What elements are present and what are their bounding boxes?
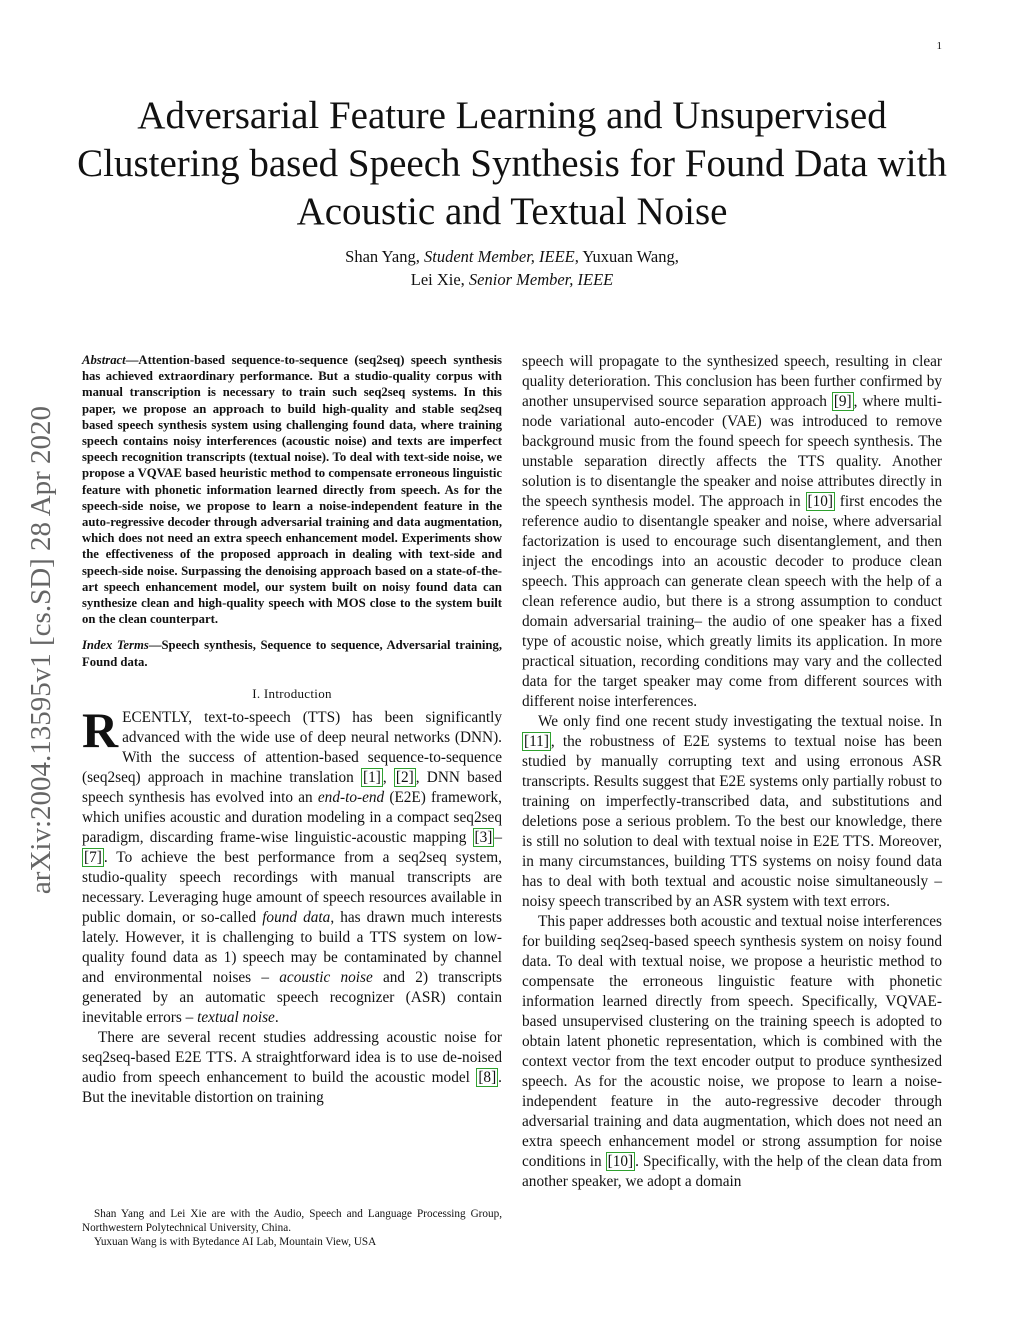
citation-link[interactable]: [11] (524, 733, 549, 750)
index-terms-label: Index Terms (82, 638, 149, 653)
drop-cap: R (82, 701, 119, 758)
right-column (522, 352, 942, 1192)
text-run: . Specifically, with the help of the clean data from another speaker, we adopt a domain (522, 1153, 942, 1190)
right-paragraph-2 (522, 712, 942, 912)
author-line-1 (60, 245, 964, 268)
abstract (82, 352, 502, 627)
text-run: . To achieve the best performance from a seq2seq system, studio-quality speech recordings with manual transcripts are necessary. Leveraging huge amount of speech resources available in public domain, or so-called (82, 848, 502, 926)
left-column (82, 352, 502, 1108)
page-number: 1 (936, 40, 942, 52)
text-run: textual noise (197, 1008, 275, 1026)
index-terms-text: —Speech synthesis, Sequence to sequence, Adversarial training, Found data. (82, 638, 502, 669)
text-run: acoustic noise (279, 968, 373, 986)
text-run: end-to-end (317, 788, 385, 806)
citation-link[interactable]: [9] (833, 393, 852, 410)
text-run: first encodes the reference audio to disentangle speaker and noise, where adversarial factorization is used to encourage such disentanglement, and then inject the encodings into an acoustic decoder to produce clean speech. This approach can generate clean speech with the help of a clean reference audio, but there is a strong assumption to conduct domain adversarial training– the audio of one speaker has a fixed type of acoustic noise, which greatly limits its application. In more practical situation, recording conditions may vary and the collected data for the target speaker may come from different sources with different noise interferences. (522, 493, 942, 710)
text-run: (E2E) framework, which unifies acoustic and duration modeling in a compact seq2seq paradigm, discarding frame-wise linguistic-acoustic mapping (82, 788, 502, 846)
author-name: , Yuxuan Wang, (574, 247, 679, 266)
text-run: , has drawn much interests lately. However, it is challenging to build a TTS system on low-quality found data as 1) speech may be contaminated by channel and environmental noises – (82, 908, 502, 986)
section-heading: I. Introduction (252, 685, 332, 701)
text-run: , where multi-node variational auto-encoder (VAE) was introduced to remove background music from the found speech for speech synthesis. The unstable separation directly affects the TTS quality. Another solution is to disentangle the speaker and noise attributes directly in the speech synthesis model. The approach in (522, 393, 942, 510)
text-run: This paper addresses both acoustic and textual noise interferences for building seq2seq-based speech synthesis system on noisy found data. To deal with textual noise, we propose a heuristic method to compensate the erroneous linguistic feature with phonetic information learned directly from speech. Specifically, VQVAE-based unsupervised clustering on the training speech is adopted to obtain latent phonetic representation, which is combined with the context vector from the text encoder output to produce synthesized speech. As for the acoustic noise, we propose to learn a noise-independent feature in the auto-regressive decoder through adversarial training and data augmentation, which does not need an extra speech enhancement model or strong assumption for noise conditions in (522, 913, 942, 1170)
author-role: Student Member, IEEE (424, 247, 575, 266)
footnotes (82, 1207, 502, 1249)
text-run: , DNN based speech synthesis has evolved into an (82, 768, 502, 806)
text-run: . But the inevitable distortion on training (82, 1068, 502, 1106)
author-name: Shan Yang, (345, 247, 425, 266)
citation-link[interactable]: [3] (474, 828, 493, 846)
text-run: and 2) transcripts generated by an automatic speech recognizer (ASR) contain inevitable errors – (82, 968, 502, 1026)
text-run: . (274, 1008, 279, 1026)
text-run: – (494, 828, 502, 846)
text-run: , (382, 768, 394, 786)
text-run: , the robustness of E2E systems to textual noise has been studied by manually corrupting text and using erronous ASR transcripts. Results suggest that E2E systems only partially robust to training on imperfectly-transcribed data, and substitutions and deletions pose a serious problem. To the best our knowledge, there is still no solution to deal with textual noise in E2E TTS. Moreover, in many circumstances, building TTS systems on noisy found data has to deal with both textual and acoustic noise simultaneously – noisy speech transcribed by an ASR system with text errors. (522, 733, 942, 910)
author-name: Lei Xie, (410, 270, 469, 289)
paper-title: Adversarial Feature Learning and Unsupervised Clustering based Speech Synthesis for Found Data with Acoustic and Textual Noise (77, 94, 947, 233)
footnote: Yuxuan Wang is with Bytedance AI Lab, Mountain View, USA (94, 1236, 377, 1248)
citation-link[interactable]: [8] (478, 1068, 497, 1086)
abstract-label: Abstract (82, 353, 126, 367)
citation-link[interactable]: [10] (607, 1153, 634, 1170)
text-run: There are several recent studies addressing acoustic noise for seq2seq-based E2E TTS. A straightforward idea is to use de-noised audio from speech enhancement to build the acoustic model (82, 1028, 502, 1086)
arxiv-stamp: arXiv:2004.13595v1 [cs.SD] 28 Apr 2020 (25, 405, 57, 895)
right-paragraph-1 (522, 352, 942, 712)
citation-link[interactable]: [10] (807, 493, 833, 510)
footnote: Shan Yang and Lei Xie are with the Audio, Speech and Language Processing Group, Northwestern Polytechnical University, China. (82, 1208, 502, 1234)
text-run: ECENTLY, text-to-speech (TTS) has been significantly advanced with the wide use of deep neural networks (DNN). With the success of attention-based sequence-to-sequence (seq2seq) approach in machine translation (82, 708, 502, 786)
index-terms (82, 637, 502, 669)
text-run: We only find one recent study investigating the textual noise. In (538, 713, 942, 730)
author-line-2 (60, 268, 964, 291)
intro-paragraph-1 (82, 701, 502, 1028)
right-paragraph-3 (522, 912, 942, 1192)
text-run: speech will propagate to the synthesized speech, resulting in clear quality deterioration. This conclusion has been further confirmed by another unsupervised source separation approach (522, 353, 942, 410)
intro-paragraph-2 (82, 1028, 502, 1108)
citation-link[interactable]: [2] (395, 768, 414, 786)
author-role: Senior Member, IEEE (468, 270, 614, 289)
citation-link[interactable]: [1] (363, 768, 381, 786)
abstract-text: —Attention-based sequence-to-sequence (seq2seq) speech synthesis has achieved extraordinary performance. But a studio-quality corpus with manual transcription is necessary to train such seq2seq systems. In this paper, we propose an approach to build high-quality and stable seq2seq based speech synthesis system using challenging found data, where training speech contains noisy interferences (acoustic noise) and texts are imperfect speech recognition transcripts (textual noise). To deal with text-side noise, we propose a VQVAE based heuristic method to compensate erroneous linguistic feature with phonetic information learned directly from speech. As for the speech-side noise, we propose to learn a noise-independent feature in the auto-regressive decoder through adversarial training and data augmentation, which does not need an extra speech enhancement model. Experiments show the effectiveness of the proposed approach in dealing with text-side and speech-side noise. Surpassing the denoising approach based on a state-of-the-art speech enhancement model, our system built on noisy found data can synthesize clean and high-quality speech with MOS close to the system built on the clean counterpart. (82, 353, 502, 627)
author-block (60, 245, 964, 291)
text-run: found data (262, 908, 331, 926)
citation-link[interactable]: [7] (84, 848, 102, 866)
